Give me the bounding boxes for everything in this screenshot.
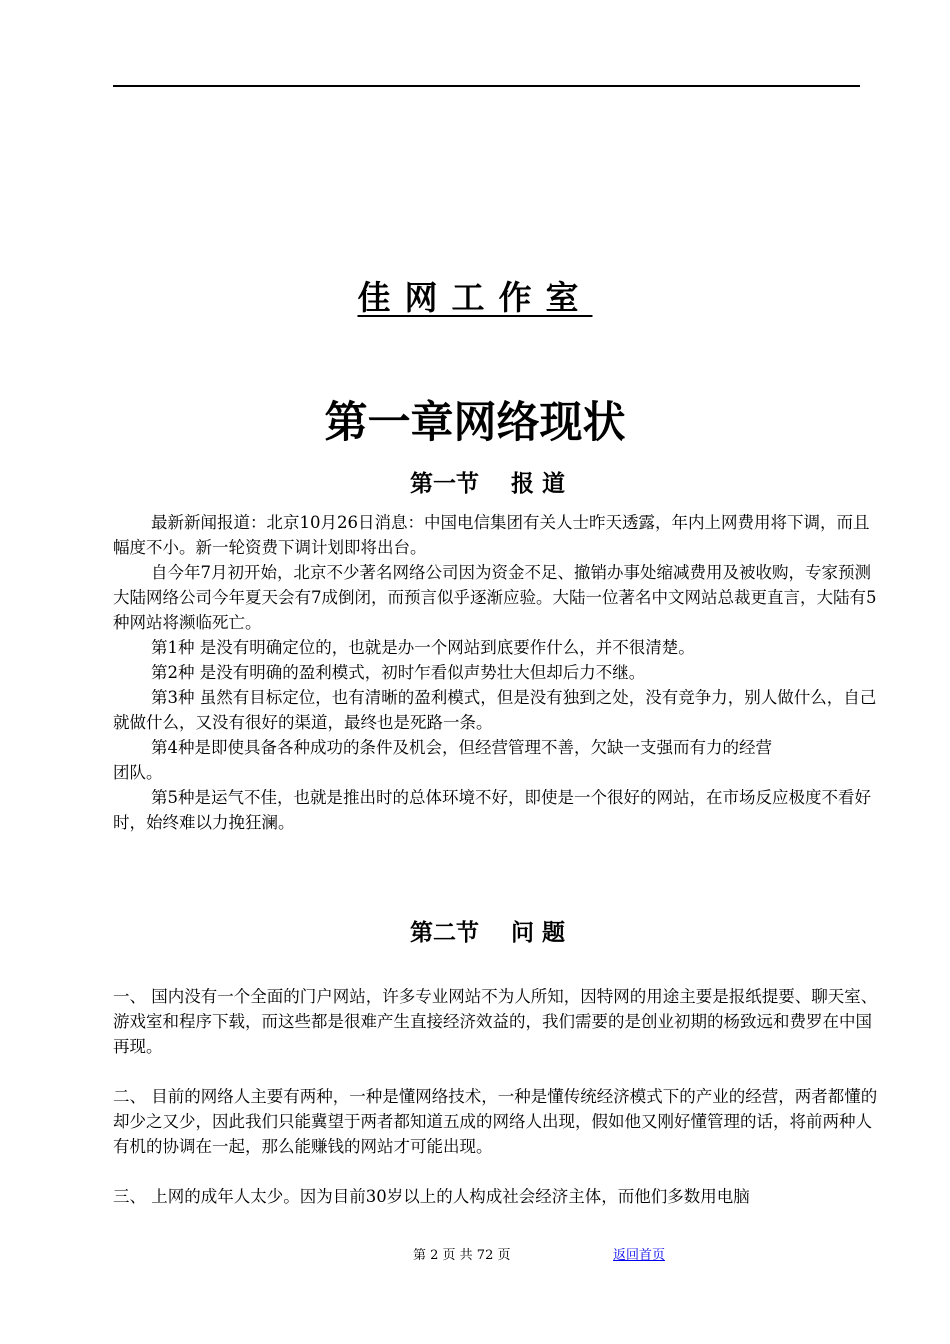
paragraph: 第2种 是没有明确的盈利模式，初时乍看似声势壮大但却后力不继。	[151, 663, 646, 682]
home-link[interactable]: 返回首页	[613, 1248, 666, 1263]
section-1-title: 第一节 报 道	[409, 470, 566, 497]
studio-title: 佳网工作室	[357, 278, 593, 317]
paragraph: 团队。	[113, 763, 163, 782]
paragraph: 二、 目前的网络人主要有两种，一种是懂网络技术，一种是懂传统经济模式下的产业的经营，两者都懂的却少之又少，因此我们只能冀望于两者都知道五成的网络人出现，假如他又刚好懂管理的话，将前两种人有机的协调在一起，那么能赚钱的网站才可能出现。	[113, 1087, 878, 1156]
section-1-body	[113, 510, 883, 835]
paragraph: 第5种是运气不佳，也就是推出时的总体环境不好，即使是一个很好的网站，在市场反应极度不看好时，始终难以力挽狂澜。	[113, 788, 871, 832]
paragraph: 第3种 虽然有目标定位，也有清晰的盈利模式，但是没有独到之处，没有竞争力，别人做什么，自己就做什么，又没有很好的渠道，最终也是死路一条。	[113, 688, 877, 732]
paragraph: 最新新闻报道：北京10月26日消息：中国电信集团有关人士昨天透露，年内上网费用将下调，而且幅度不小。新一轮资费下调计划即将出台。	[113, 513, 870, 557]
section-2-body	[113, 984, 883, 1209]
paragraph: 第4种是即使具备各种成功的条件及机会，但经营管理不善，欠缺一支强而有力的经营	[151, 738, 772, 757]
chapter-title: 第一章网络现状	[324, 398, 626, 448]
paragraph: 自今年7月初开始，北京不少著名网络公司因为资金不足、撤销办事处缩减费用及被收购，专家预测大陆网络公司今年夏天会有7成倒闭，而预言似乎逐渐应验。大陆一位著名中文网站总裁更直言，大陆有5种网站将濒临死亡。	[113, 563, 877, 632]
paragraph: 三、 上网的成年人太少。因为目前30岁以上的人构成社会经济主体，而他们多数用电脑	[113, 1187, 750, 1206]
section-2-title: 第二节 问 题	[409, 919, 566, 946]
page-indicator: 第 2 页 共 72 页	[413, 1248, 511, 1263]
paragraph: 一、 国内没有一个全面的门户网站，许多专业网站不为人所知，因特网的用途主要是报纸提要、聊天室、游戏室和程序下载，而这些都是很难产生直接经济效益的，我们需要的是创业初期的杨致远和费罗在中国再现。	[113, 987, 878, 1056]
paragraph: 第1种 是没有明确定位的，也就是办一个网站到底要作什么，并不很清楚。	[151, 638, 695, 657]
header-rule	[113, 85, 860, 87]
